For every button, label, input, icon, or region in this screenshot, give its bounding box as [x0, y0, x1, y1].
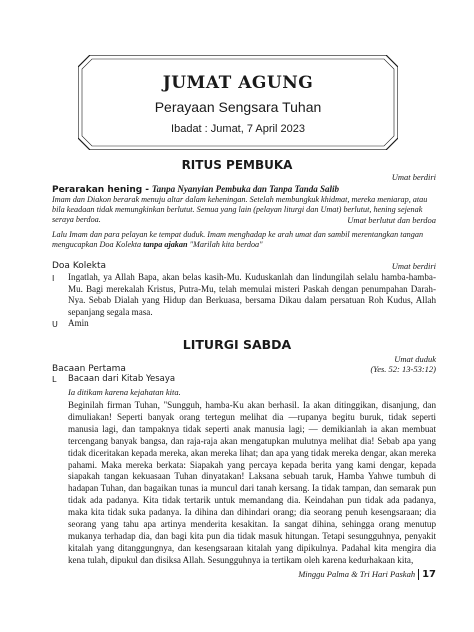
rubric-entrance: Imam dan Diakon berarak menuju altar dalam keheningan. Setelah membungkuk khidmat, mereka meniarap, atau bila keadaan tidak memungkinkan berlutut. Semua yang lain (pelayan liturgi dan Umat) berlutut, hening sejenak seraya berdoa. [52, 195, 428, 224]
collect-prayer: Ingatlah, ya Allah Bapa, akan belas kasih-Mu. Kuduskanlah dan lindungilah selalu hamba-hamba-Mu. Bagi merekalah Kristus, Putra-Mu, telah memulai misteri Paskah dengan penumpahan Darah-Nya. Sebab Dialah yang Hidup dan Berkuasa, bersama Dikau dalam persatuan Roh Kudus, Allah sepanjang segala masa. [68, 272, 436, 317]
page-title: JUMAT AGUNG [162, 73, 314, 93]
posture-note: Umat berlutut dan berdoa [343, 215, 436, 225]
perarakan-line [52, 184, 339, 195]
posture-note: Umat duduk [394, 354, 436, 364]
reading-source: Bacaan dari Kitab Yesaya [68, 374, 176, 384]
service-date: Ibadat : Jumat, 7 April 2023 [171, 123, 305, 135]
doa-kolekta-label: Doa Kolekta [52, 261, 107, 271]
section-heading-ritus: RITUS PEMBUKA [181, 158, 293, 172]
perarakan-note: Tanpa Nyanyian Pembuka dan Tanpa Tanda Salib [151, 184, 339, 194]
response-amin: Amin [68, 318, 89, 328]
reading-text: Beginilah firman Tuhan, "Sungguh, hamba-Ku akan berhasil. Ia akan ditinggikan, disanjung, dan dimuliakan! Seperti banyak orang tertegun melihat dia —rupanya begitu buruk, tidak seperti manusia lagi, dan tampaknya tidak seperti anak manusia lagi; — demikianlah ia akan membuat tercengang banyak bangsa, dan raja-raja akan mengatupkan mulutnya melihat dia! Sebab apa yang tidak diceritakan kepada mereka, akan mereka lihat; dan apa yang tidak mereka dengar, akan mereka pahami. Maka mereka berkata: Siapakah yang percaya kepada berita yang kami dengar, kepada siapakah tangan kekuasaan Tuhan dinyatakan! Laksana sebuah taruk, Hamba Yahwe tumbuh di hadapan Tuhan, dan bagaikan tunas ia muncul dari tanah kersang. Ia tidak tampan, dan semarak pun tidak ada padanya. Kita tidak tertarik untuk memandang dia. Keindahan pun tidak ada padanya, maka kita tidak suka padanya. Ia dihina dan dihindari orang; dia seorang penuh kesengsaraan; dia seorang yang tahu apa artinya menderita kesakitan. Ia sangat dihina, sehingga orang menutup mukanya terhadap dia, dan bagi kita pun dia tidak masuk hitungan. Tetapi sesungguhnya, penyakit kitalah yang ditanggungnya, dan kesengsaraan kitalah yang dipikulnya. Padahal kita mengira dia kena tulah, dipukul dan disiksa Allah. Sesungguhnya ia tertikam oleh karena kedurhakaan kita, [68, 400, 436, 565]
page-number: 17 [418, 569, 436, 580]
speaker-marker: L [52, 375, 57, 384]
rubric-collect-quote: "Marilah kita berdoa" [189, 240, 263, 249]
section-heading-sabda: LITURGI SABDA [182, 337, 292, 352]
posture-note: Umat berdiri [391, 261, 436, 271]
rubric-collect [52, 230, 436, 250]
speaker-marker: U [52, 320, 58, 329]
bacaan-label: Bacaan Pertama [52, 364, 126, 374]
footer-text: Minggu Palma & Tri Hari Paskah [298, 569, 416, 579]
rubric-collect-emphasis: tanpa ajakan [143, 240, 188, 249]
title-box [78, 55, 398, 150]
speaker-marker: I [52, 274, 55, 283]
posture-note: Umat berdiri [391, 172, 436, 182]
rubric-collect-text: Lalu Imam dan para pelayan ke tempat duduk. Imam menghadap ke arah umat dan sambil merentangkan tangan mengucapkan Doa Kolekta [52, 230, 424, 249]
perarakan-label: Perarakan hening - [52, 185, 150, 195]
scripture-reference: (Yes. 52: 13-53:12) [370, 364, 436, 374]
reading-subtitle: Ia ditikam karena kejahatan kita. [68, 387, 181, 397]
page-subtitle: Perayaan Sengsara Tuhan [154, 99, 322, 115]
page-footer [298, 569, 436, 580]
